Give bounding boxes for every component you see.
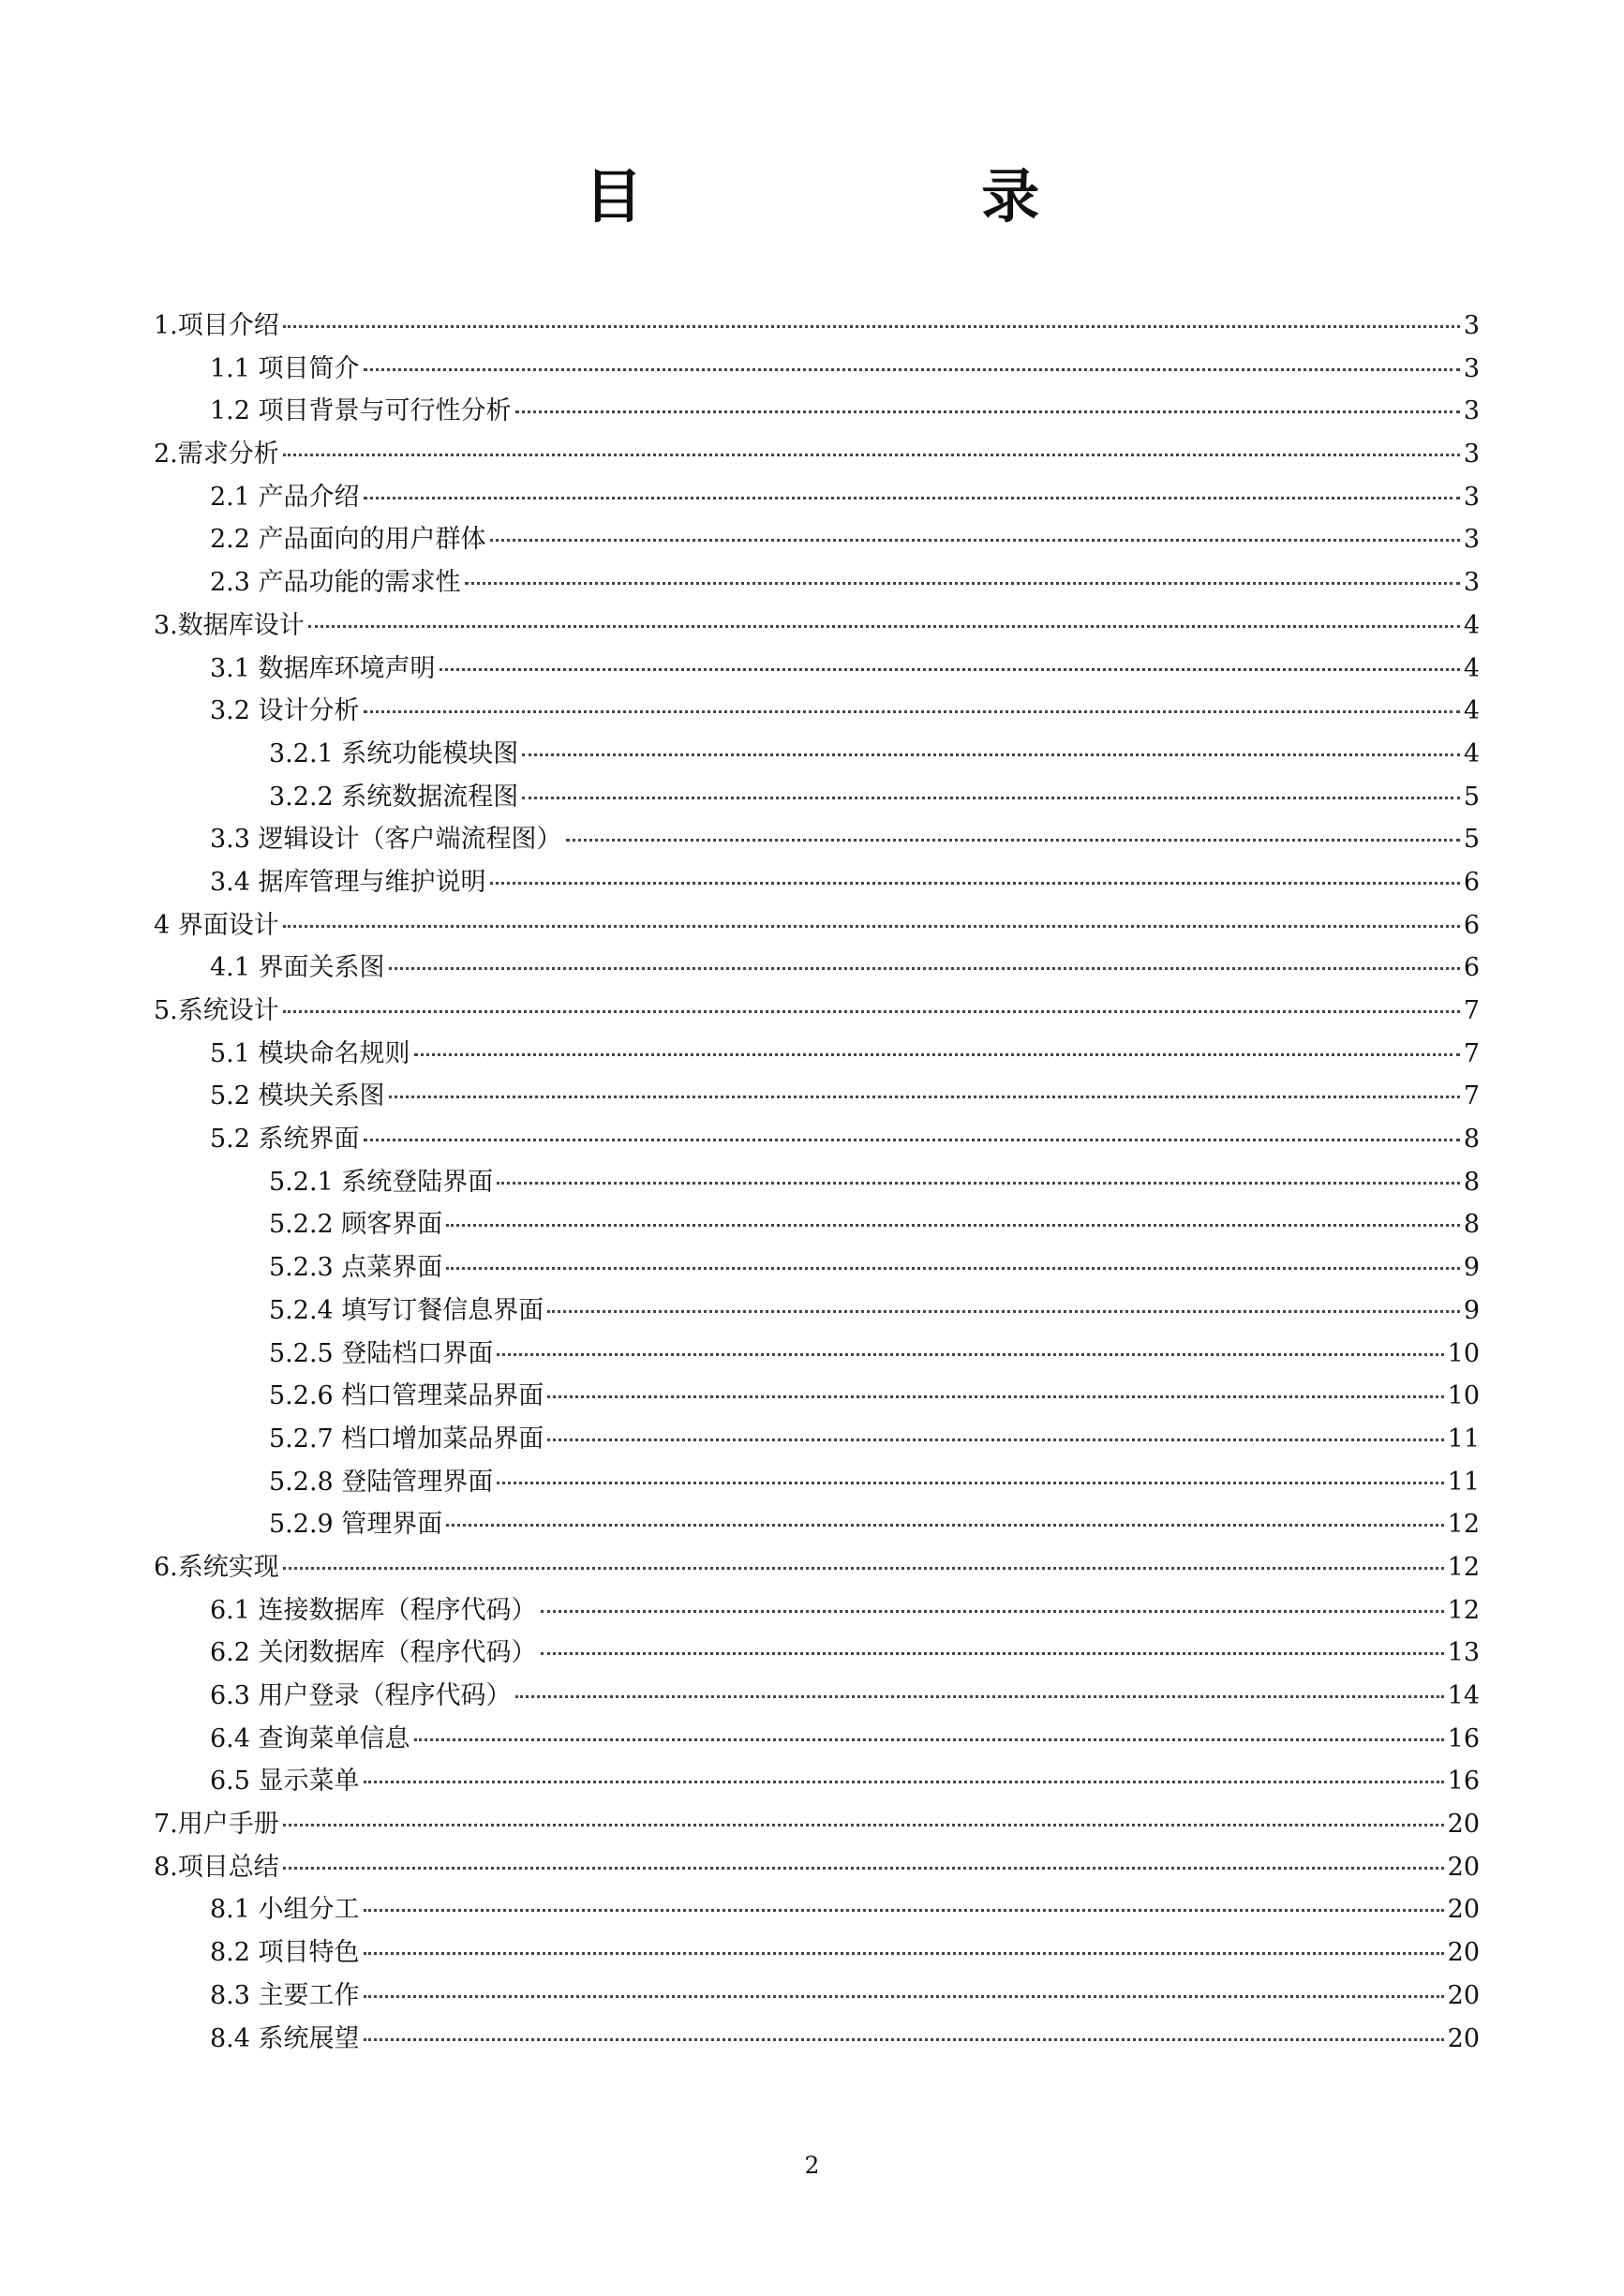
toc-dot-leader (389, 967, 1460, 970)
toc-dot-leader (515, 410, 1460, 413)
toc-entry-title: 7.用户手册 (154, 1810, 279, 1840)
toc-dot-leader (364, 710, 1460, 713)
toc-dot-leader (283, 454, 1460, 456)
toc-entry[interactable] (154, 1975, 1480, 2018)
toc-entry[interactable] (154, 1246, 1480, 1290)
toc-entry-page: 8 (1463, 1210, 1480, 1240)
toc-entry[interactable] (154, 1546, 1480, 1589)
toc-dot-leader (490, 882, 1460, 885)
toc-entry[interactable] (154, 904, 1480, 947)
toc-entry[interactable] (154, 733, 1480, 776)
toc-title: 目 录 (584, 162, 1199, 231)
toc-dot-leader (547, 1439, 1443, 1441)
toc-entry-title: 3.数据库设计 (154, 610, 305, 640)
toc-entry-page: 4 (1463, 738, 1480, 768)
toc-entry[interactable] (154, 390, 1480, 433)
toc-dot-leader (364, 368, 1460, 371)
toc-entry-title: 6.5 显示菜单 (210, 1767, 360, 1797)
toc-entry-page: 3 (1463, 353, 1480, 383)
toc-dot-leader (465, 582, 1460, 585)
toc-entry-title: 3.1 数据库环境声明 (210, 653, 436, 683)
toc-entry-page: 12 (1447, 1510, 1480, 1540)
toc-entry-title: 1.项目介绍 (154, 311, 279, 340)
toc-dot-leader (515, 1695, 1444, 1698)
toc-dot-leader (547, 1310, 1460, 1313)
toc-entry-page: 4 (1463, 610, 1480, 640)
toc-entry-title: 6.2 关闭数据库（程序代码） (210, 1638, 537, 1668)
toc-entry-page: 5 (1463, 825, 1480, 855)
toc-entry-page: 3 (1463, 568, 1480, 598)
toc-entry-page: 20 (1447, 1852, 1480, 1882)
toc-entry[interactable] (154, 1203, 1480, 1246)
toc-entry-title: 3.2 设计分析 (210, 696, 360, 726)
toc-entry-title: 6.1 连接数据库（程序代码） (210, 1595, 537, 1625)
toc-entry-title: 2.3 产品功能的需求性 (210, 568, 461, 598)
toc-entry-page: 8 (1463, 1125, 1480, 1155)
toc-entry-title: 5.系统设计 (154, 996, 279, 1025)
toc-entry-page: 6 (1463, 867, 1480, 897)
toc-entry-title: 5.2 系统界面 (210, 1125, 360, 1155)
toc-entry-title: 6.系统实现 (154, 1552, 279, 1582)
toc-entry[interactable] (154, 1461, 1480, 1504)
toc-entry[interactable] (154, 1333, 1480, 1376)
toc-entry[interactable] (154, 861, 1480, 904)
toc-entry-title: 5.2.5 登陆档口界面 (269, 1338, 494, 1368)
toc-entry-title: 5.1 模块命名规则 (210, 1038, 410, 1068)
toc-entry-page: 20 (1447, 1938, 1480, 1968)
toc-entry-title: 5.2.6 档口管理菜品界面 (269, 1381, 544, 1411)
toc-dot-leader (547, 1395, 1443, 1398)
toc-entry[interactable] (154, 604, 1480, 648)
toc-entry-title: 4 界面设计 (154, 910, 279, 940)
toc-dot-leader (497, 1353, 1443, 1356)
toc-dot-leader (522, 797, 1460, 799)
toc-entry-page: 3 (1463, 482, 1480, 512)
toc-dot-leader (364, 1139, 1460, 1141)
toc-entry-title: 5.2 模块关系图 (210, 1081, 385, 1111)
toc-dot-leader (364, 1909, 1444, 1912)
toc-dot-leader (566, 839, 1460, 842)
toc-dot-leader (414, 1738, 1444, 1741)
toc-entry-page: 6 (1463, 910, 1480, 940)
toc-dot-leader (283, 925, 1460, 928)
toc-entry-title: 3.4 据库管理与维护说明 (210, 867, 486, 897)
toc-entry-title: 2.1 产品介绍 (210, 482, 360, 512)
toc-entry-page: 12 (1447, 1552, 1480, 1582)
toc-entry-page: 20 (1447, 1810, 1480, 1840)
toc-entry-title: 5.2.1 系统登陆界面 (269, 1167, 494, 1197)
toc-dot-leader (490, 539, 1460, 542)
toc-entry-page: 4 (1463, 653, 1480, 683)
toc-entry[interactable] (154, 818, 1480, 861)
toc-entry[interactable] (154, 1375, 1480, 1418)
toc-entry-page: 14 (1447, 1681, 1480, 1710)
toc-entry[interactable] (154, 1846, 1480, 1889)
toc-dot-leader (308, 625, 1460, 628)
toc-entry-title: 5.2.4 填写订餐信息界面 (269, 1295, 544, 1325)
toc-dot-leader (283, 1010, 1460, 1013)
toc-dot-leader (364, 1995, 1444, 1998)
toc-entry-title: 8.3 主要工作 (210, 1980, 360, 2010)
toc-entry[interactable] (154, 648, 1480, 691)
toc-entry-title: 8.1 小组分工 (210, 1895, 360, 1925)
toc-entry-title: 6.4 查询菜单信息 (210, 1723, 410, 1753)
toc-entry[interactable] (154, 1675, 1480, 1718)
toc-entry[interactable] (154, 1803, 1480, 1846)
toc-entry-page: 7 (1463, 1081, 1480, 1111)
toc-entry-page: 5 (1463, 782, 1480, 812)
toc-entry-title: 3.2.2 系统数据流程图 (269, 782, 519, 812)
toc-entry[interactable] (154, 690, 1480, 733)
toc-dot-leader (364, 2038, 1444, 2041)
toc-dot-leader (414, 1053, 1460, 1056)
toc-entry[interactable] (154, 518, 1480, 561)
toc-entry[interactable] (154, 1931, 1480, 1975)
toc-entry[interactable] (154, 990, 1480, 1033)
table-of-contents (154, 305, 1480, 2060)
toc-dot-leader (522, 753, 1460, 756)
toc-dot-leader (440, 668, 1460, 671)
toc-entry-page: 11 (1447, 1467, 1480, 1497)
toc-entry-title: 2.需求分析 (154, 440, 279, 470)
toc-entry-title: 5.2.3 点菜界面 (269, 1253, 443, 1283)
toc-entry-title: 5.2.7 档口增加菜品界面 (269, 1424, 544, 1454)
toc-entry-page: 9 (1463, 1253, 1480, 1283)
toc-entry-page: 13 (1447, 1638, 1480, 1668)
toc-entry[interactable] (154, 305, 1480, 348)
toc-entry[interactable] (154, 1503, 1480, 1546)
toc-entry-page: 3 (1463, 311, 1480, 340)
toc-entry-title: 3.2.1 系统功能模块图 (269, 738, 519, 768)
toc-dot-leader (497, 1182, 1460, 1185)
toc-dot-leader (389, 1096, 1460, 1098)
toc-entry[interactable] (154, 1632, 1480, 1675)
toc-entry[interactable] (154, 947, 1480, 990)
toc-entry-title: 4.1 界面关系图 (210, 953, 385, 983)
toc-entry-page: 20 (1447, 1980, 1480, 2010)
toc-entry-page: 7 (1463, 1038, 1480, 1068)
toc-entry[interactable] (154, 561, 1480, 604)
toc-entry-page: 12 (1447, 1595, 1480, 1625)
toc-entry-title: 3.3 逻辑设计（客户端流程图） (210, 825, 562, 855)
toc-entry[interactable] (154, 1888, 1480, 1931)
toc-entry[interactable] (154, 1033, 1480, 1076)
toc-dot-leader (364, 1781, 1444, 1783)
toc-entry-title: 5.2.8 登陆管理界面 (269, 1467, 494, 1497)
toc-entry-page: 16 (1447, 1767, 1480, 1797)
toc-dot-leader (283, 1867, 1444, 1870)
toc-entry-title: 8.项目总结 (154, 1852, 279, 1882)
toc-entry-page: 10 (1447, 1338, 1480, 1368)
toc-entry-page: 9 (1463, 1295, 1480, 1325)
toc-dot-leader (446, 1267, 1460, 1270)
toc-entry[interactable] (154, 433, 1480, 476)
toc-dot-leader (541, 1652, 1444, 1655)
toc-entry-page: 4 (1463, 696, 1480, 726)
toc-dot-leader (283, 1567, 1444, 1570)
toc-entry-title: 8.2 项目特色 (210, 1938, 360, 1968)
toc-entry-title: 6.3 用户登录（程序代码） (210, 1681, 512, 1710)
toc-dot-leader (283, 1824, 1444, 1826)
page-number: 2 (804, 2152, 820, 2179)
toc-dot-leader (364, 497, 1460, 499)
toc-entry-page: 3 (1463, 440, 1480, 470)
toc-dot-leader (446, 1524, 1443, 1527)
toc-entry[interactable] (154, 2018, 1480, 2061)
toc-entry[interactable] (154, 1760, 1480, 1803)
toc-entry[interactable] (154, 1418, 1480, 1461)
toc-entry-page: 20 (1447, 2023, 1480, 2053)
toc-entry-title: 1.2 项目背景与可行性分析 (210, 396, 512, 426)
toc-entry-page: 3 (1463, 525, 1480, 555)
toc-entry-page: 11 (1447, 1424, 1480, 1454)
toc-entry[interactable] (154, 1161, 1480, 1204)
toc-dot-leader (364, 1952, 1444, 1955)
toc-dot-leader (497, 1482, 1443, 1484)
toc-entry-page: 8 (1463, 1167, 1480, 1197)
toc-entry[interactable] (154, 1118, 1480, 1161)
toc-entry-title: 1.1 项目简介 (210, 353, 360, 383)
toc-entry-title: 5.2.2 顾客界面 (269, 1210, 443, 1240)
toc-entry[interactable] (154, 1589, 1480, 1633)
toc-entry-page: 6 (1463, 953, 1480, 983)
toc-dot-leader (283, 325, 1460, 328)
toc-entry[interactable] (154, 1290, 1480, 1333)
toc-entry[interactable] (154, 348, 1480, 391)
toc-entry-page: 10 (1447, 1381, 1480, 1411)
toc-entry-title: 5.2.9 管理界面 (269, 1510, 443, 1540)
toc-entry[interactable] (154, 476, 1480, 519)
toc-dot-leader (541, 1610, 1444, 1613)
toc-entry-page: 20 (1447, 1895, 1480, 1925)
toc-entry-title: 2.2 产品面向的用户群体 (210, 525, 486, 555)
toc-entry[interactable] (154, 1718, 1480, 1761)
toc-dot-leader (446, 1224, 1460, 1227)
toc-entry[interactable] (154, 776, 1480, 819)
toc-entry-page: 7 (1463, 996, 1480, 1025)
toc-entry-title: 8.4 系统展望 (210, 2023, 360, 2053)
toc-entry-page: 16 (1447, 1723, 1480, 1753)
toc-entry-page: 3 (1463, 396, 1480, 426)
toc-entry[interactable] (154, 1075, 1480, 1118)
